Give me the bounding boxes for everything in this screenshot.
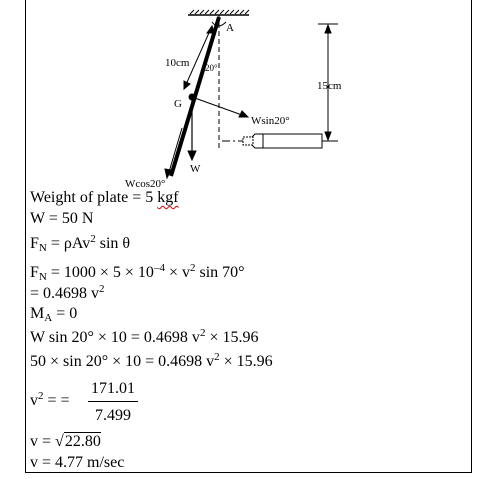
fraction-denominator: 7.499 (95, 407, 131, 424)
pivoted-plate-diagram (0, 0, 483, 200)
fraction-numerator: 171.01 (91, 380, 135, 397)
line-weight-of-plate: Weight of plate = 5 kgf (30, 189, 179, 206)
label-wsin: Wsin20° (251, 115, 290, 127)
fraction-bar (88, 401, 138, 402)
ceiling-support (188, 10, 249, 15)
label-g: G (174, 98, 182, 110)
line-moment: $M_A = 0$ (30, 305, 78, 324)
sqrt-argument: 22.80 (64, 433, 101, 450)
label-15cm: 15cm (317, 80, 342, 92)
label-a: A (226, 22, 234, 34)
line-v-root: v = √22.80 (30, 433, 101, 450)
line-w: W = 50 N (30, 210, 94, 227)
line-v-answer: v = 4.77 m/sec (30, 454, 125, 471)
line-moment-eq: W sin 20° × 10 = 0.4698 $v^2 \times 15.96$ (30, 327, 259, 346)
kgf-unit: kgf (157, 189, 179, 206)
line-moment-numeric: 50 × sin 20° × 10 = 0.4698 $v^2 \times 15.96$ (30, 351, 273, 370)
wsin-arrow (192, 97, 248, 117)
nozzle (243, 134, 322, 148)
sqrt-symbol: √ (55, 433, 64, 450)
label-wcos: Wcos20° (125, 178, 166, 190)
weight-arrow (188, 97, 196, 160)
v-squared-fraction (88, 380, 138, 425)
line-fn-formula: $F_N = \rho Av^2$ sin θ (30, 233, 131, 254)
label-angle: 20° (205, 63, 218, 73)
label-10cm: 10cm (165, 57, 190, 69)
label-w: W (190, 163, 201, 175)
line-fn-substitution: $F_N = 1000 \times 5 \times 10^{-4} \times v^2$ sin 70° (30, 262, 245, 283)
line-v-squared: $v^2$ = = (30, 390, 70, 409)
line-fn-result: = 0.4698 $v^2$ (30, 283, 105, 302)
